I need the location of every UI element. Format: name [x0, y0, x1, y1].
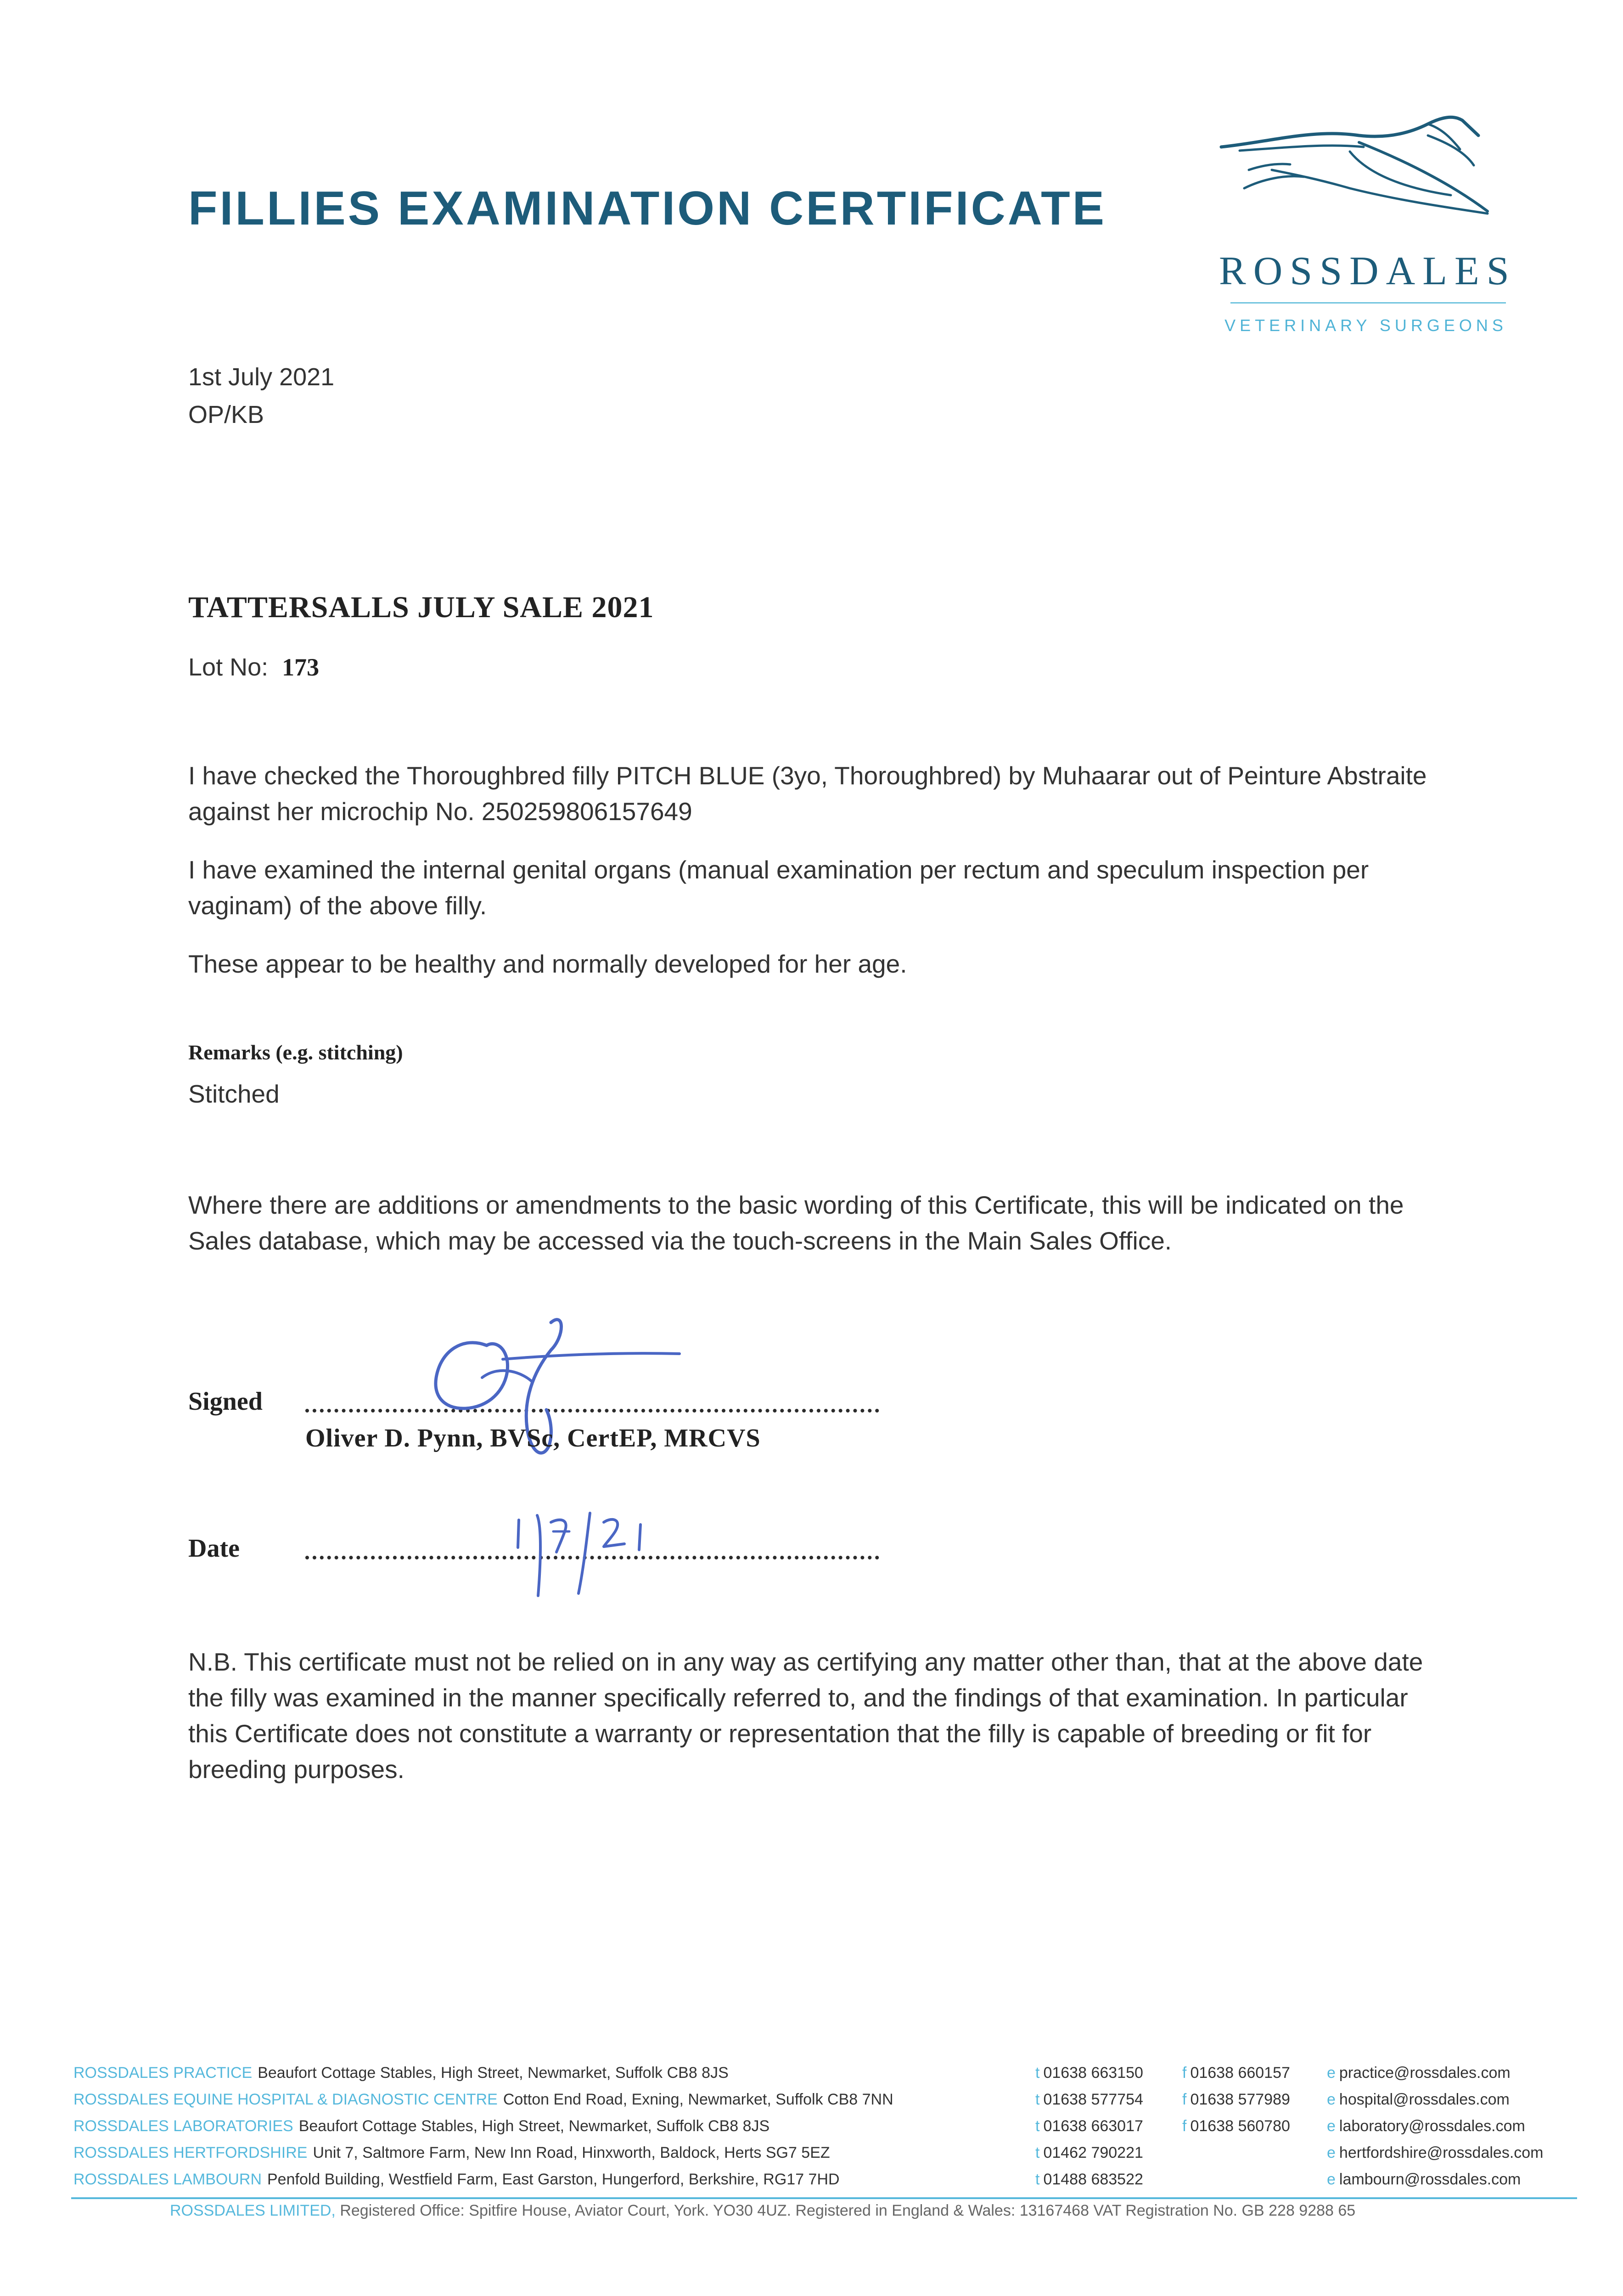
date-label: Date: [188, 1534, 240, 1563]
brand-divider: [1230, 302, 1506, 304]
sale-title: TATTERSALLS JULY SALE 2021: [188, 591, 654, 624]
horse-logo-icon: [1212, 110, 1506, 257]
footer-office-hospital: ROSSDALES EQUINE HOSPITAL & DIAGNOSTIC CENTRE Cotton End Road, Exning, Newmarket, Suffolk CB8 7NN t 01638 577754 f 01638 577989 e hospital@rossdales.com: [73, 2091, 1510, 2108]
office-name: ROSSDALES LAMBOURN: [73, 2171, 262, 2188]
remarks-label: Remarks (e.g. stitching): [188, 1041, 403, 1064]
office-phone: 01488 683522: [1043, 2171, 1143, 2188]
amendments-note: Where there are additions or amendments to the basic wording of this Certificate, this will be indicated on the Sales database, which may be accessed via the touch-screens in the Main Sales Office.: [188, 1191, 1404, 1255]
footer-office-practice: ROSSDALES PRACTICE Beaufort Cottage Stables, High Street, Newmarket, Suffolk CB8 8JS t 01638 663150 f 01638 660157 e practice@rossdales.com: [73, 2064, 1511, 2082]
office-address: Unit 7, Saltmore Farm, New Inn Road, Hinxworth, Baldock, Herts SG7 5EZ: [313, 2144, 830, 2161]
office-email[interactable]: laboratory@rossdales.com: [1339, 2117, 1525, 2135]
office-fax: 01638 660157: [1190, 2064, 1290, 2082]
office-phone: 01638 663150: [1043, 2064, 1143, 2082]
examination-paragraph: I have examined the internal genital organs (manual examination per rectum and speculum inspection per vaginam) of the above filly.: [188, 855, 1369, 920]
office-address: Cotton End Road, Exning, Newmarket, Suffolk CB8 7NN: [503, 2091, 893, 2108]
identity-paragraph: I have checked the Thoroughbred filly PITCH BLUE (3yo, Thoroughbred) by Muhaarar out of Peinture Abstraite against her microchip No. 250259806157649: [188, 761, 1427, 826]
office-email[interactable]: hertfordshire@rossdales.com: [1339, 2144, 1544, 2161]
signer-name: Oliver D. Pynn, BVSc, CertEP, MRCVS: [305, 1424, 761, 1452]
document-date: 1st July 2021: [188, 363, 335, 391]
office-phone: 01462 790221: [1043, 2144, 1143, 2161]
office-fax: 01638 560780: [1190, 2117, 1290, 2135]
office-address: Penfold Building, Westfield Farm, East Garston, Hungerford, Berkshire, RG17 7HD: [267, 2171, 840, 2188]
office-name: ROSSDALES EQUINE HOSPITAL & DIAGNOSTIC CENTRE: [73, 2091, 498, 2108]
lot-line: [188, 653, 319, 681]
certificate-title: FILLIES EXAMINATION CERTIFICATE: [188, 182, 1106, 235]
lot-number: 173: [282, 653, 320, 681]
office-name: ROSSDALES LABORATORIES: [73, 2117, 293, 2135]
office-email[interactable]: practice@rossdales.com: [1339, 2064, 1511, 2082]
remarks-value: Stitched: [188, 1080, 280, 1108]
office-fax: 01638 577989: [1190, 2091, 1290, 2108]
footer-office-laboratories: ROSSDALES LABORATORIES Beaufort Cottage Stables, High Street, Newmarket, Suffolk CB8 8JS t 01638 663017 f 01638 560780 e laboratory@rossdales.com: [73, 2117, 1525, 2135]
office-name: ROSSDALES HERTFORDSHIRE: [73, 2144, 308, 2161]
findings-paragraph: These appear to be healthy and normally developed for her age.: [188, 950, 907, 978]
office-name: ROSSDALES PRACTICE: [73, 2064, 253, 2082]
lot-label: Lot No:: [188, 653, 269, 681]
document-meta: [188, 358, 334, 433]
disclaimer-note: N.B. This certificate must not be relied on in any way as certifying any matter other than, that at the above date the filly was examined in the manner specifically referred to, and the findings of that examination. In particular this Certificate does not constitute a warranty or representation that the filly is capable of breeding or fit for breeding purposes.: [188, 1648, 1423, 1784]
footer-office-hertfordshire: ROSSDALES HERTFORDSHIRE Unit 7, Saltmore Farm, New Inn Road, Hinxworth, Baldock, Herts SG7 5EZ t 01462 790221 e hertfordshire@rossdales.com: [73, 2144, 1544, 2161]
office-email[interactable]: lambourn@rossdales.com: [1339, 2171, 1521, 2188]
office-phone: 01638 663017: [1043, 2117, 1143, 2135]
office-email[interactable]: hospital@rossdales.com: [1339, 2091, 1510, 2108]
office-address: Beaufort Cottage Stables, High Street, Newmarket, Suffolk CB8 8JS: [298, 2117, 770, 2135]
handwritten-date: [505, 1506, 680, 1598]
document-reference: OP/KB: [188, 401, 264, 428]
brand-name: ROSSDALES: [1219, 249, 1516, 293]
brand-tagline: VETERINARY SURGEONS: [1224, 316, 1507, 335]
signed-label: Signed: [188, 1387, 263, 1416]
office-phone: 01638 577754: [1043, 2091, 1143, 2108]
legal-registration: [170, 2202, 1355, 2220]
legal-text: Registered Office: Spitfire House, Aviator Court, York. YO30 4UZ. Registered in England & Wales: 13167468 VAT Registration No. GB 228 9288 65: [340, 2202, 1356, 2219]
footer-office-lambourn: ROSSDALES LAMBOURN Penfold Building, Westfield Farm, East Garston, Hungerford, Berkshire, RG17 7HD t 01488 683522 e lambourn@rossdales.com: [73, 2171, 1521, 2188]
office-address: Beaufort Cottage Stables, High Street, Newmarket, Suffolk CB8 8JS: [258, 2064, 729, 2082]
legal-org: ROSSDALES LIMITED,: [170, 2202, 336, 2219]
footer-divider: [71, 2197, 1577, 2199]
